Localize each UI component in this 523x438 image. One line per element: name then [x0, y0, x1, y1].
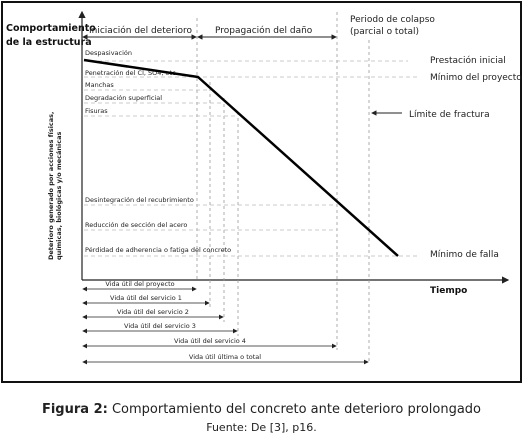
figure-caption-label: Figura 2: [41, 402, 108, 417]
y-axis-side-label-line1: Deterioro generado por acciones físicas, [47, 111, 55, 260]
label-desintegracion: Desintegración del recubrimiento [85, 196, 194, 204]
phase-label-collapse-line2: (parcial o total) [350, 27, 420, 37]
service-label-3: Vida útil del servicio 3 [124, 322, 196, 330]
service-label-total: Vida útil última o total [188, 353, 262, 361]
service-label-1: Vida útil del servicio 1 [110, 294, 182, 302]
y-axis-title-line1: Comportamiento [6, 23, 96, 34]
label-fracture-limit: Límite de fractura [409, 110, 490, 120]
label-manchas: Manchas [85, 81, 114, 89]
service-label-4: Vida útil del servicio 4 [174, 337, 246, 345]
phase-label-propagation: Propagación del daño [215, 26, 313, 36]
phase-label-initiation: Iniciación del deterioro [89, 26, 192, 36]
figure-source: Fuente: De [3], p16. [206, 421, 317, 434]
label-perdida: Pérdidad de adherencia o fatiga del concreto [85, 246, 232, 254]
label-reduccion: Reducción de sección del acero [85, 221, 188, 229]
label-project-minimum: Mínimo del proyecto [430, 73, 522, 83]
x-axis-title: Tiempo [430, 286, 468, 296]
label-fisuras: Fisuras [85, 107, 108, 115]
label-failure-minimum: Mínimo de falla [430, 250, 499, 260]
label-despasivacion: Despasivación [85, 49, 132, 57]
label-degradacion: Degradación superficial [85, 94, 163, 102]
label-penetracion: Penetración del Cl, SO4, etc. [85, 69, 178, 77]
service-label-project: Vida útil del proyecto [105, 280, 175, 288]
figure-caption-text: Comportamiento del concreto ante deterioro prolongado [107, 402, 482, 417]
service-label-2: Vida útil del servicio 2 [117, 308, 189, 316]
y-axis-side-label-line2: químicas, biológicas y/o mecánicas [55, 131, 63, 260]
y-axis-title-line2: de la estructura [6, 37, 92, 48]
phase-label-collapse-line1: Periodo de colapso [350, 15, 435, 25]
label-initial-performance: Prestación inicial [430, 56, 506, 66]
figure-caption [0, 402, 523, 417]
